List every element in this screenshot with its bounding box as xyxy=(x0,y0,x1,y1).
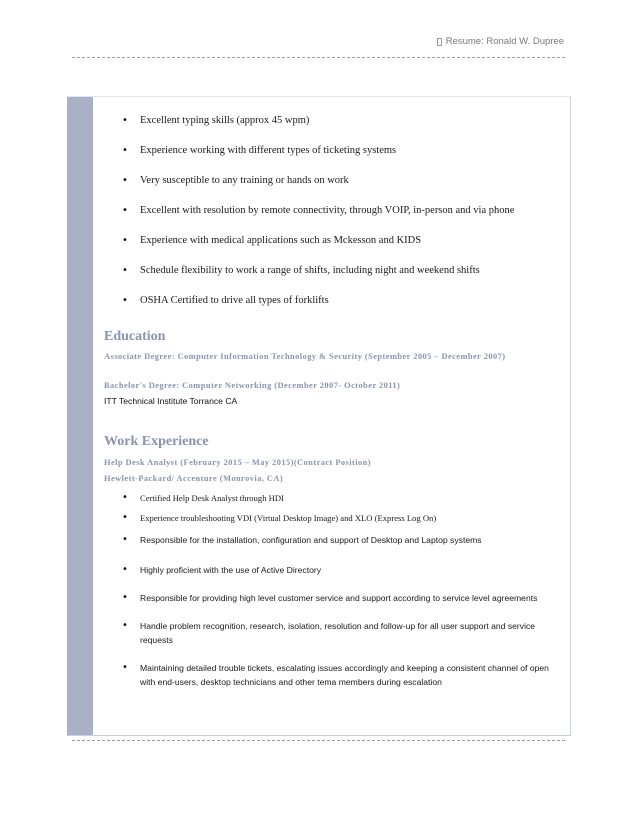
list-item: • Highly proficient with the use of Active Directory xyxy=(140,563,560,577)
list-item: • Certified Help Desk Analyst through HDI xyxy=(140,491,560,505)
list-item: • Handle problem recognition, research, isolation, resolution and follow-up for all user support and service requests xyxy=(140,619,560,647)
list-item: • Experience with medical applications such as Mckesson and KIDS xyxy=(140,234,550,248)
work-experience-heading: Work Experience xyxy=(104,434,209,449)
footer-divider xyxy=(72,740,565,741)
list-item: • Responsible for providing high level customer service and support according to service level agreements xyxy=(140,591,560,605)
list-item: • Very susceptible to any training or hands on work xyxy=(140,174,550,188)
header-title: Resume: Ronald W. Dupree xyxy=(445,36,564,47)
list-item: • OSHA Certified to drive all types of forklifts xyxy=(140,294,550,308)
degree-associate: Associate Degree: Computer Information Technology & Security (September 2005 – December 2007) xyxy=(104,352,506,361)
list-item: • Excellent typing skills (approx 45 wpm) xyxy=(140,114,550,128)
job-title: Help Desk Analyst (February 2015 – May 2015)(Contract Position) xyxy=(104,458,372,467)
list-item: • Schedule flexibility to work a range of shifts, including night and weekend shifts xyxy=(140,264,550,278)
placeholder-box-icon xyxy=(437,38,442,46)
company-name: Hewlett-Packard/ Accenture (Monrovia, CA) xyxy=(104,474,284,483)
school-name: ITT Technical Institute Torrance CA xyxy=(104,396,238,406)
header-divider xyxy=(72,57,565,58)
list-item: • Experience working with different types of ticketing systems xyxy=(140,144,550,158)
resume-content xyxy=(67,96,571,736)
skills-list xyxy=(140,114,550,324)
list-item: • Maintaining detailed trouble tickets, escalating issues accordingly and keeping a consistent channel of open with end-users, desktop technicians and other tema members during escalation xyxy=(140,661,560,689)
education-heading: Education xyxy=(104,329,166,344)
duties-list xyxy=(140,491,560,689)
list-item: • Responsible for the installation, configuration and support of Desktop and Laptop systems xyxy=(140,533,560,547)
page-header xyxy=(437,36,564,47)
list-item: • Experience troubleshooting VDI (Virtual Desktop Image) and XLO (Express Log On) xyxy=(140,511,560,525)
degree-bachelor: Bachelor's Degree: Computer Networking (December 2007- October 2011) xyxy=(104,381,401,390)
list-item: • Excellent with resolution by remote connectivity, through VOIP, in-person and via phone xyxy=(140,204,550,218)
